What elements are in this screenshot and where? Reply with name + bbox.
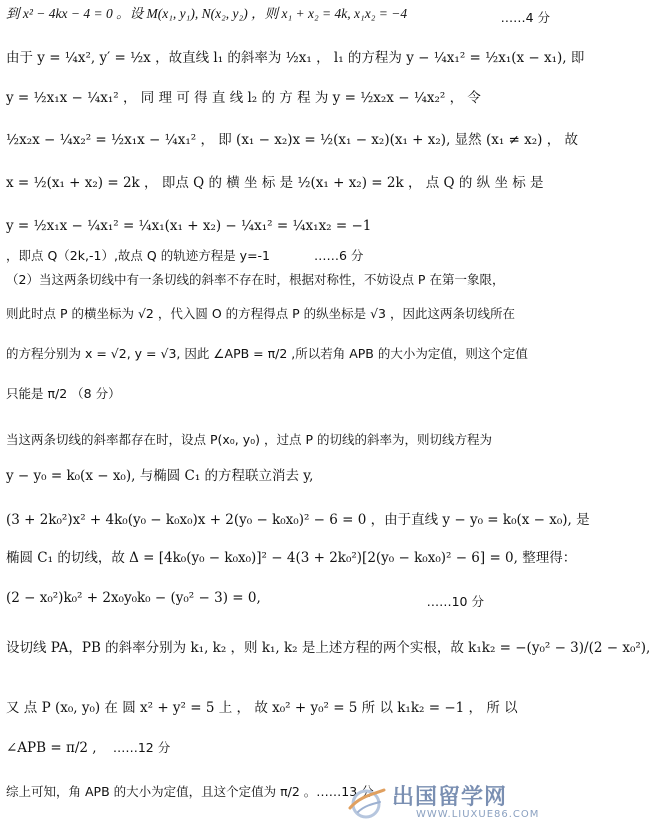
- solution-line-4: [6, 132, 579, 148]
- line-11-text: 只能是 π/2 （8 分）: [6, 386, 121, 401]
- score-marker-12: ……12 分: [112, 740, 171, 755]
- line-13-text: y − y₀ = k₀(x − x₀), 与椭圆 C₁ 的方程联立消去 y,: [6, 468, 314, 484]
- solution-line-6: [6, 218, 548, 234]
- line-17-text: 设切线 PA，PB 的斜率分别为 k₁, k₂ ，则 k₁, k₂ 是上述方程的两个实根，故 k₁k₂ = −(y₀² − 3)/(2 − x₀²),: [6, 640, 650, 656]
- solution-line-12: [6, 432, 548, 447]
- solution-line-7: [6, 248, 548, 263]
- line-19-text: ∠APB = π/2 ,: [6, 740, 97, 756]
- line-10-text: 的方程分别为 x = √2, y = √3, 因此 ∠APB = π/2 ,所以若角 APB 的大小为定值，则这个定值: [6, 346, 528, 361]
- watermark-url: WWW.LIUXUE86.COM: [416, 809, 540, 820]
- solution-line-18: [6, 700, 548, 716]
- solution-line-8: [6, 272, 548, 287]
- line-6-text: y = ½x₁x − ¼x₁² = ¼x₁(x₁ + x₂) − ¼x₁² = ¼x₁x₂ = −1: [6, 218, 372, 234]
- solution-line-2: [6, 50, 585, 66]
- site-watermark: [346, 780, 546, 826]
- solution-line-3: [6, 90, 548, 106]
- score-marker-10: ……10 分: [426, 594, 484, 609]
- solution-line-17: [6, 640, 650, 656]
- line-5-text: x = ½(x₁ + x₂) = 2k ， 即点 Q 的 横 坐 标 是 ½(x₁ + x₂) = 2k ， 点 Q 的 纵 坐 标 是: [6, 175, 544, 191]
- globe-swoosh-icon: [346, 782, 386, 822]
- line-2-text: 由于 y = ¼x², y′ = ½x ，故直线 l₁ 的斜率为 ½x₁ ， l₁ 的方程为 y − ¼x₁² = ½x₁(x − x₁), 即: [6, 50, 585, 66]
- line-18-text: 又 点 P (x₀, y₀) 在 圆 x² + y² = 5 上 ， 故 x₀² + y₀² = 5 所 以 k₁k₂ = −1 ， 所 以: [6, 700, 518, 716]
- line-7-text: ，即点 Q（2k,-1）,故点 Q 的轨迹方程是 y=-1: [6, 248, 271, 263]
- solution-line-15: [6, 550, 577, 566]
- solution-line-13: [6, 468, 548, 484]
- solution-line-10: [6, 346, 548, 361]
- line-3-text: y = ½x₁x − ¼x₁² ， 同 理 可 得 直 线 l₂ 的 方 程 为 y = ½x₂x − ¼x₂² ， 令: [6, 90, 481, 106]
- line-4-text: ½x₂x − ¼x₂² = ½x₁x − ¼x₁² ， 即 (x₁ − x₂)x = ½(x₁ − x₂)(x₁ + x₂), 显然 (x₁ ≠ x₂) ， 故: [6, 132, 579, 148]
- line-9-text: 则此时点 P 的横坐标为 √2 ，代入圆 O 的方程得点 P 的纵坐标是 √3 ，因此这两条切线所在: [6, 306, 515, 321]
- solution-line-1: [6, 6, 548, 22]
- line-12-text: 当这两条切线的斜率都存在时，设点 P(x₀, y₀) ，过点 P 的切线的斜率为，则切线方程为: [6, 432, 492, 447]
- solution-line-11: [6, 386, 548, 401]
- solution-line-5: [6, 175, 548, 191]
- score-marker-4: ……4 分: [500, 10, 550, 25]
- solution-line-19: [6, 740, 548, 756]
- solution-line-14: [6, 512, 590, 528]
- line-20-text: 综上可知，角 APB 的大小为定值，且这个定值为 π/2 。……13 分: [6, 784, 374, 799]
- line-15-text: 椭圆 C₁ 的切线，故 Δ = [4k₀(y₀ − k₀x₀)]² − 4(3 + 2k₀²)[2(y₀ − k₀x₀)² − 6] = 0, 整理得：: [6, 550, 577, 566]
- line-14-text: (3 + 2k₀²)x² + 4k₀(y₀ − k₀x₀)x + 2(y₀ − k₀x₀)² − 6 = 0 ，由于直线 y − y₀ = k₀(x − x₀), 是: [6, 512, 590, 528]
- score-marker-6: ……6 分: [314, 248, 364, 263]
- line-1-text: 到 x² − 4kx − 4 = 0 。设 M(x₁, y₁), N(x₂, y₂) ，则 x₁ + x₂ = 4k, x₁x₂ = −4: [6, 6, 408, 21]
- watermark-title: 出国留学网: [392, 785, 508, 810]
- solution-line-9: [6, 306, 548, 321]
- line-8-text: （2）当这两条切线中有一条切线的斜率不存在时，根据对称性，不妨设点 P 在第一象限，: [6, 272, 505, 287]
- line-16-text: (2 − x₀²)k₀² + 2x₀y₀k₀ − (y₀² − 3) = 0,: [6, 590, 261, 606]
